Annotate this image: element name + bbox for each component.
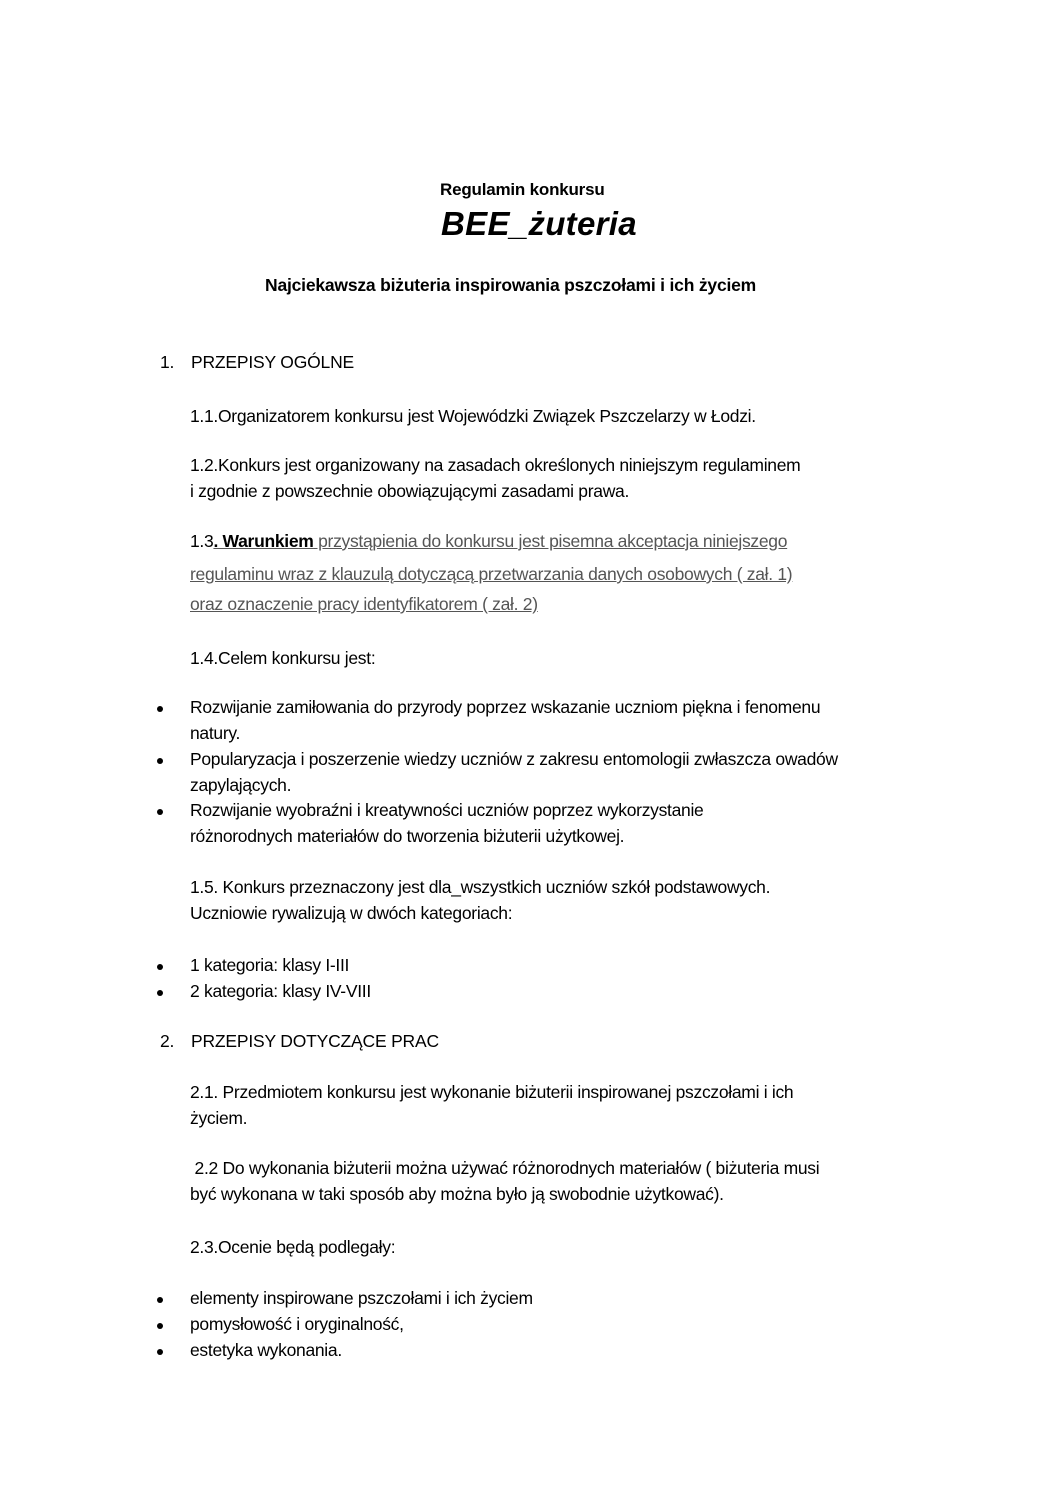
category-item-1: 1 kategoria: klasy I-III (190, 955, 350, 975)
paragraph-1-3-line2: regulaminu wraz z klauzulą dotyczącą przetwarzania danych osobowych ( zał. 1) (190, 564, 793, 584)
section-1-heading (160, 352, 354, 373)
paragraph-2-2-line1: 2.2 Do wykonania biżuterii można używać różnorodnych materiałów ( biżuteria musi (190, 1158, 820, 1178)
bullet-icon (157, 758, 163, 764)
paragraph-2-1-line1: 2.1. Przedmiotem konkursu jest wykonanie biżuterii inspirowanej pszczołami i ich (190, 1082, 794, 1102)
paragraph-2-2-line2: być wykonana w taki sposób aby można było ją swobodnie użytkować). (190, 1184, 724, 1204)
paragraph-1-2-line1: 1.2.Konkurs jest organizowany na zasadach określonych niniejszym regulaminem (190, 455, 801, 475)
bullet-icon (157, 809, 163, 815)
goal-item-3-line2: różnorodnych materiałów do tworzenia biżuterii użytkowej. (190, 826, 625, 846)
section-2-heading (160, 1031, 439, 1052)
criteria-item-2: pomysłowość i oryginalność, (190, 1314, 404, 1334)
paragraph-2-1-line2: życiem. (190, 1108, 248, 1128)
goal-item-2-line1: Popularyzacja i poszerzenie wiedzy uczniów z zakresu entomologii zwłaszcza owadów (190, 749, 838, 769)
section-2-number: 2. (160, 1031, 175, 1051)
paragraph-1-4: 1.4.Celem konkursu jest: (190, 648, 376, 668)
section-2-title: PRZEPISY DOTYCZĄCE PRAC (191, 1031, 439, 1051)
paragraph-1-1: 1.1.Organizatorem konkursu jest Wojewódzki Związek Pszczelarzy w Łodzi. (190, 406, 756, 426)
criteria-item-1: elementy inspirowane pszczołami i ich życiem (190, 1288, 533, 1308)
paragraph-1-5-line1: 1.5. Konkurs przeznaczony jest dla_wszystkich uczniów szkół podstawowych. (190, 877, 771, 897)
document-tagline: Najciekawsza biżuteria inspirowania pszczołami i ich życiem (265, 275, 757, 295)
goal-item-3-line1: Rozwijanie wyobraźni i kreatywności uczniów poprzez wykorzystanie (190, 800, 704, 820)
paragraph-1-3-text: przystąpienia do konkursu jest pisemna akceptacja niniejszego (313, 531, 788, 551)
goal-item-1-line2: natury. (190, 723, 241, 743)
bullet-icon (157, 964, 163, 970)
paragraph-1-3-line1 (190, 531, 787, 552)
paragraph-1-3-line3: oraz oznaczenie pracy identyfikatorem ( zał. 2) (190, 594, 538, 614)
goal-item-1-line1: Rozwijanie zamiłowania do przyrody poprzez wskazanie uczniom piękna i fenomenu (190, 697, 821, 717)
bullet-icon (157, 1349, 163, 1355)
paragraph-1-5-line2: Uczniowie rywalizują w dwóch kategoriach: (190, 903, 513, 923)
bullet-icon (157, 990, 163, 996)
bullet-icon (157, 1297, 163, 1303)
category-item-2: 2 kategoria: klasy IV-VIII (190, 981, 371, 1001)
section-1-title: PRZEPISY OGÓLNE (191, 352, 354, 372)
goal-item-2-line2: zapylających. (190, 775, 292, 795)
section-1-number: 1. (160, 352, 175, 372)
paragraph-1-3-number: 1.3 (190, 531, 214, 551)
document-subtitle: Regulamin konkursu (440, 180, 605, 199)
bullet-icon (157, 706, 163, 712)
paragraph-1-3-bold: . Warunkiem (213, 531, 314, 551)
paragraph-1-2-line2: i zgodnie z powszechnie obowiązującymi zasadami prawa. (190, 481, 630, 501)
document-title: BEE_żuteria (441, 205, 637, 242)
paragraph-2-3: 2.3.Ocenie będą podlegały: (190, 1237, 396, 1257)
bullet-icon (157, 1323, 163, 1329)
criteria-item-3: estetyka wykonania. (190, 1340, 342, 1360)
